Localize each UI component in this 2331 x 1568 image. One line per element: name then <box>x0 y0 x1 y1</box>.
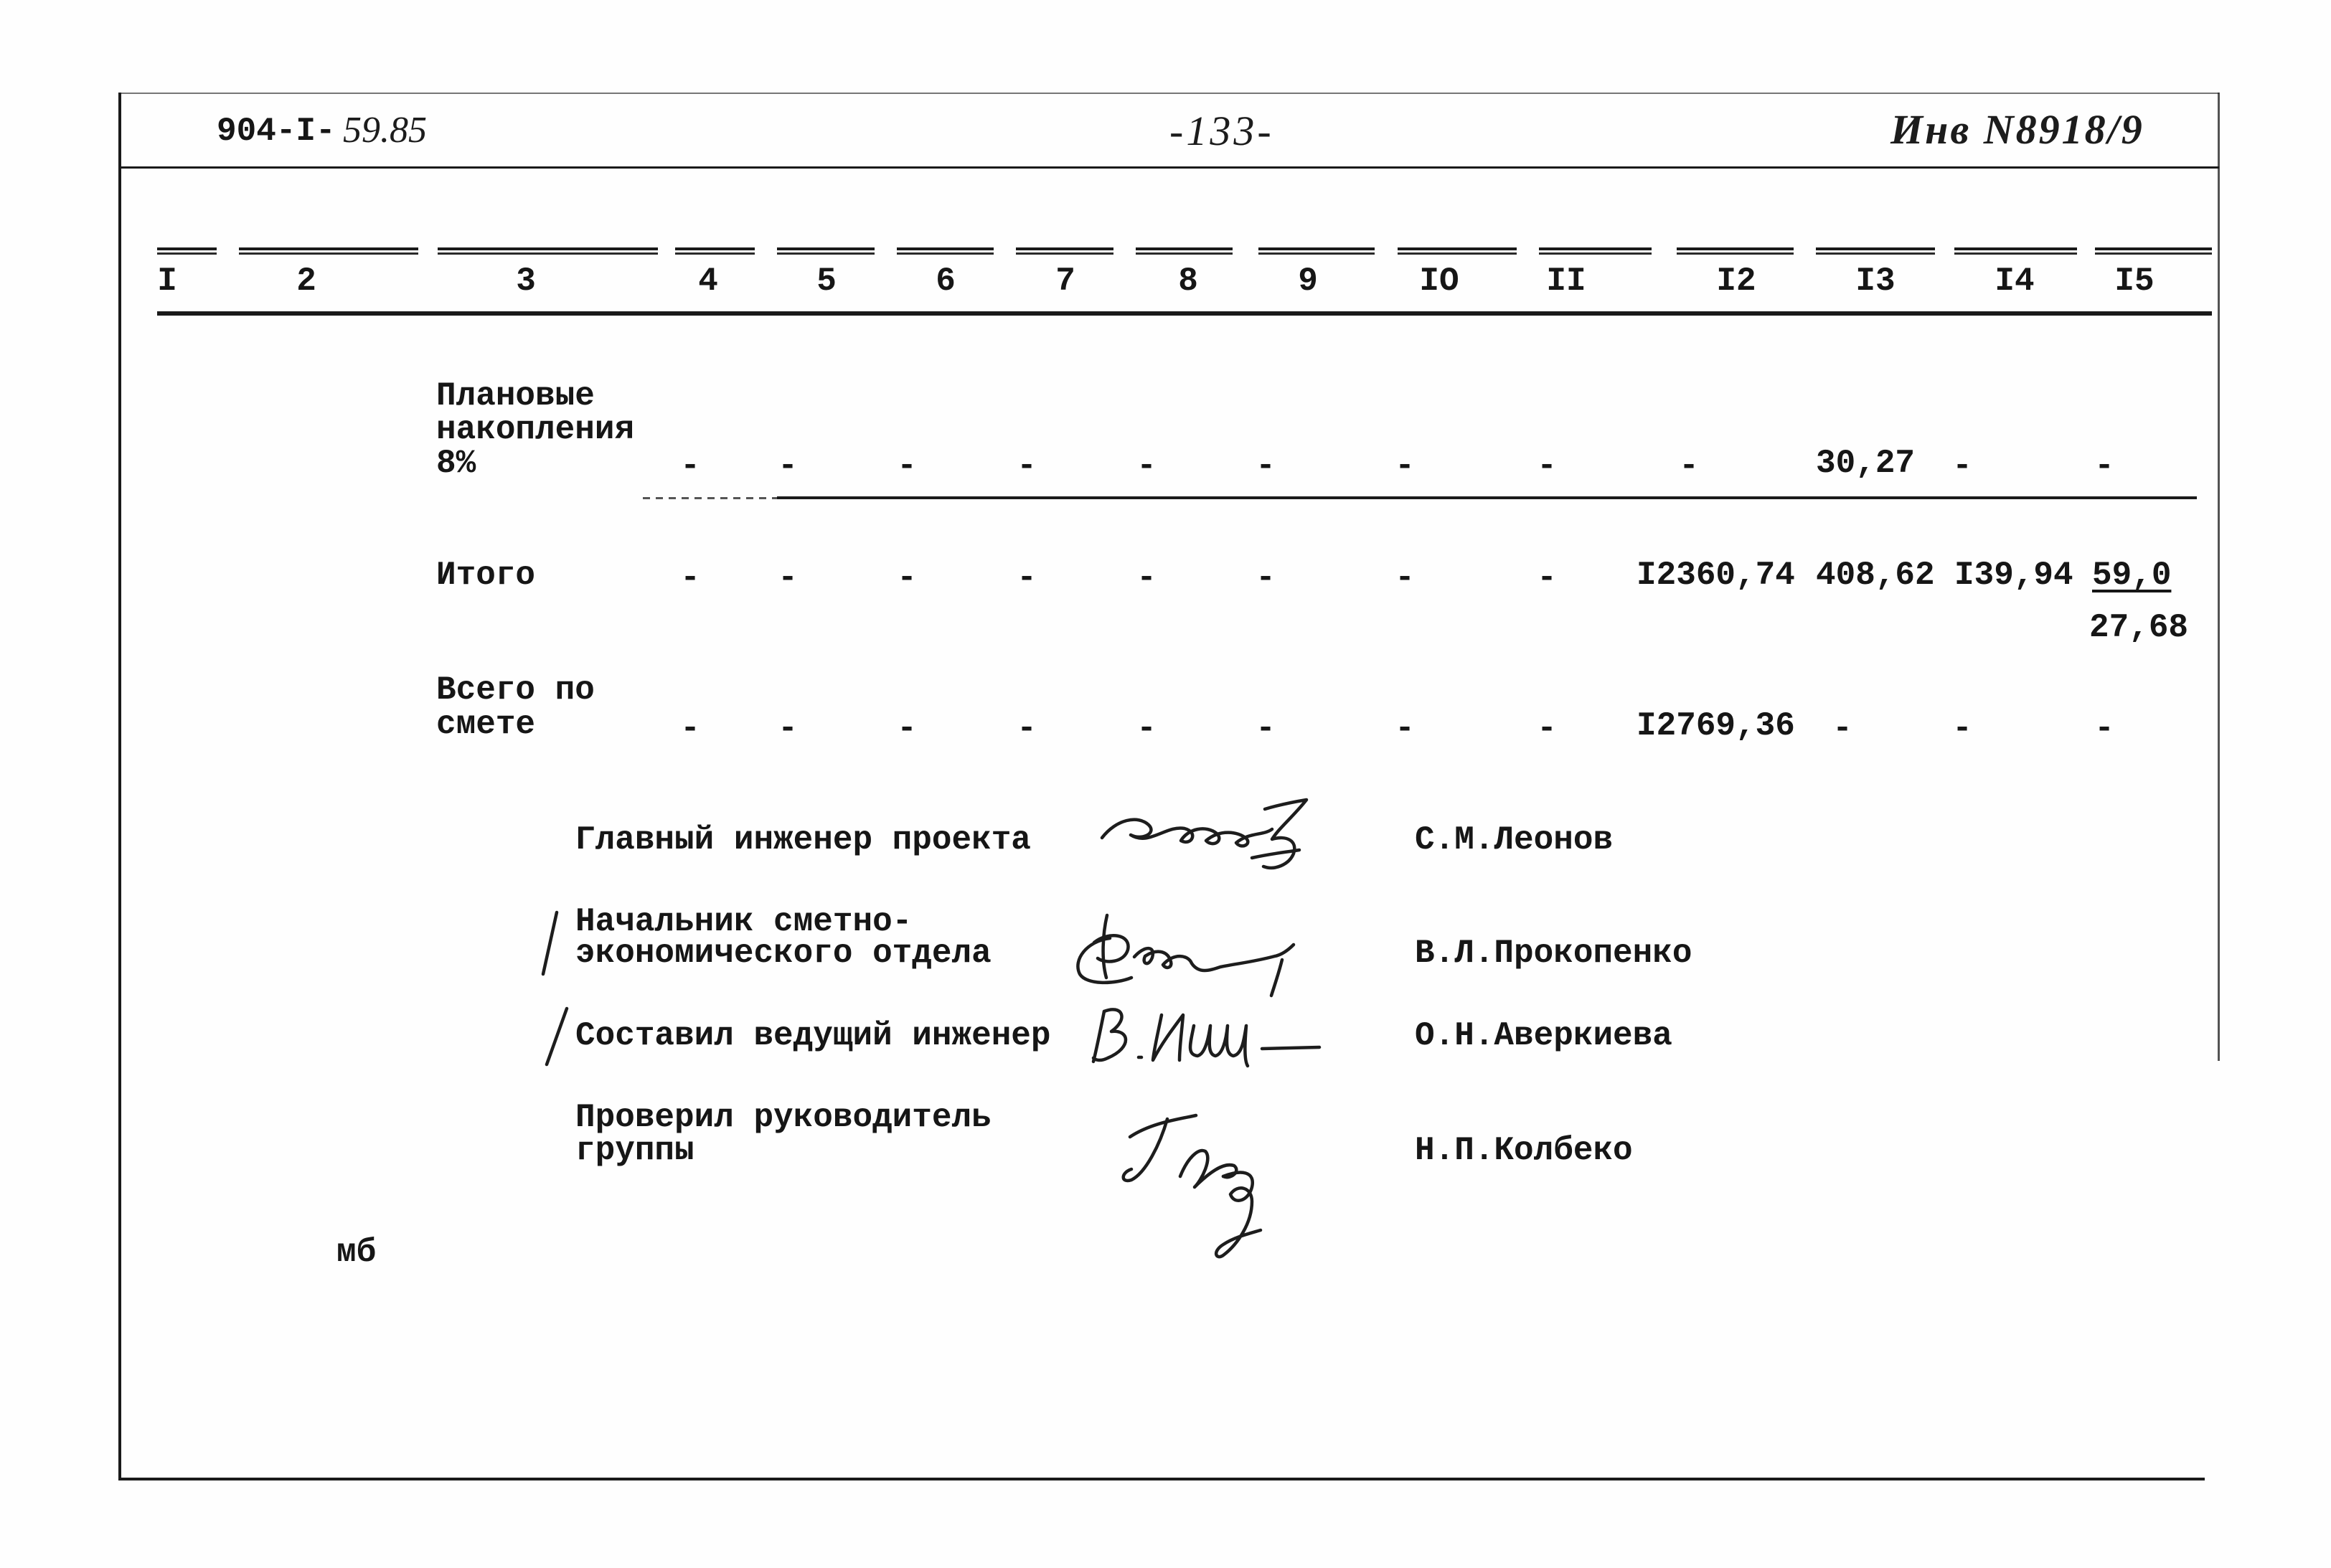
row-separator-line <box>777 496 2197 499</box>
signatory-name: Н.П.Колбеко <box>1415 1132 1633 1169</box>
table-cell: - <box>1537 448 1557 485</box>
column-number: 5 <box>816 263 837 300</box>
signature-estimate-department-head <box>1065 905 1302 998</box>
table-cell: - <box>897 559 917 597</box>
table-cell: - <box>1395 559 1415 597</box>
document-code-typed: 904-I- <box>217 113 336 150</box>
column-header-rule <box>157 247 217 255</box>
column-number: I <box>157 263 177 300</box>
table-cell: - <box>778 710 798 747</box>
column-number: 6 <box>936 263 956 300</box>
signatory-role: группы <box>575 1132 694 1169</box>
table-cell: - <box>1136 559 1157 597</box>
table-cell: - <box>778 448 798 485</box>
table-cell: - <box>897 710 917 747</box>
column-header-rule <box>1016 247 1113 255</box>
table-cell: I2360,74 <box>1637 557 1795 594</box>
margin-slash-mark <box>542 1006 571 1067</box>
column-header-rule <box>438 247 658 255</box>
column-number: I3 <box>1855 263 1896 300</box>
table-cell: - <box>1952 710 1972 747</box>
table-cell: - <box>2094 710 2114 747</box>
column-number: I2 <box>1716 263 1756 300</box>
column-header-rule <box>1954 247 2077 255</box>
table-cell: - <box>1017 710 1037 747</box>
signatory-role: Проверил руководитель <box>575 1099 992 1136</box>
signatory-name: О.Н.Аверкиева <box>1415 1017 1672 1054</box>
row-label: смете <box>436 706 536 743</box>
signatory-role: Составил ведущий инженер <box>575 1017 1051 1054</box>
table-cell: I39,94 <box>1954 557 2073 594</box>
column-header-rule <box>1816 247 1935 255</box>
row-label: Итого <box>436 557 536 594</box>
table-cell: - <box>1537 559 1557 597</box>
row-label: накопления <box>436 411 635 448</box>
column-header-rule <box>897 247 994 255</box>
table-cell-fraction-bottom: 27,68 <box>2089 609 2189 646</box>
column-number: 4 <box>698 263 718 300</box>
column-number: 7 <box>1055 263 1075 300</box>
table-cell: - <box>680 448 700 485</box>
table-cell: - <box>1256 448 1276 485</box>
signature-group-leader <box>1116 1108 1273 1266</box>
signatory-name: С.М.Леонов <box>1415 821 1614 859</box>
table-cell: - <box>778 559 798 597</box>
signatory-name: В.Л.Прокопенко <box>1415 935 1692 972</box>
row-label: Всего по <box>436 671 595 709</box>
table-cell-fraction-top: 59,0 <box>2092 557 2172 594</box>
typist-mark: мб <box>336 1234 377 1271</box>
table-cell: - <box>1136 710 1157 747</box>
table-cell: - <box>897 448 917 485</box>
column-header-bottom-rule <box>157 311 2212 316</box>
table-cell: - <box>1679 448 1699 485</box>
row-label: 8% <box>436 445 476 482</box>
column-number: 9 <box>1298 263 1318 300</box>
signature-lead-engineer <box>1088 1004 1325 1070</box>
column-header-rule <box>675 247 755 255</box>
header-divider-line <box>120 166 2219 169</box>
bottom-border-line <box>120 1478 2205 1480</box>
column-header-rule <box>1539 247 1652 255</box>
column-header-rule <box>1398 247 1517 255</box>
table-cell: - <box>1952 448 1972 485</box>
column-number: 3 <box>516 263 536 300</box>
table-cell: - <box>680 559 700 597</box>
signatory-role: экономического отдела <box>575 935 992 972</box>
table-cell: 30,27 <box>1816 445 1916 482</box>
signature-chief-engineer <box>1098 793 1321 879</box>
table-cell: - <box>1537 710 1557 747</box>
column-number: IO <box>1419 263 1459 300</box>
table-cell: 408,62 <box>1816 557 1935 594</box>
row-label: Плановые <box>436 377 595 415</box>
table-cell: - <box>1395 710 1415 747</box>
signatory-role: Начальник сметно- <box>575 903 913 940</box>
inventory-number: Инв N8918/9 <box>1890 106 2144 153</box>
column-number: II <box>1546 263 1586 300</box>
top-border-line <box>120 93 2219 94</box>
table-cell: - <box>2094 448 2114 485</box>
table-cell: - <box>680 710 700 747</box>
row-separator-dotted <box>643 497 777 499</box>
table-cell: - <box>1256 710 1276 747</box>
column-number: 2 <box>296 263 316 300</box>
table-cell: - <box>1136 448 1157 485</box>
column-header-rule <box>1258 247 1375 255</box>
column-header-rule <box>1677 247 1794 255</box>
column-header-rule <box>239 247 418 255</box>
signatory-role: Главный инженер проекта <box>575 821 1031 859</box>
table-cell: - <box>1017 448 1037 485</box>
table-cell: I2769,36 <box>1637 707 1795 745</box>
column-number: I4 <box>1995 263 2035 300</box>
table-cell: - <box>1017 559 1037 597</box>
table-cell: - <box>1832 710 1852 747</box>
column-number: 8 <box>1178 263 1198 300</box>
page-number: -133- <box>1169 108 1274 154</box>
right-border-line <box>2218 93 2220 1061</box>
column-header-rule <box>2095 247 2212 255</box>
table-cell: - <box>1395 448 1415 485</box>
document-code-handwritten: 59.85 <box>343 110 427 151</box>
left-border-line <box>118 93 121 1480</box>
column-number: I5 <box>2114 263 2155 300</box>
column-header-rule <box>777 247 875 255</box>
table-cell: - <box>1256 559 1276 597</box>
column-header-rule <box>1136 247 1233 255</box>
margin-slash-mark <box>540 910 561 977</box>
